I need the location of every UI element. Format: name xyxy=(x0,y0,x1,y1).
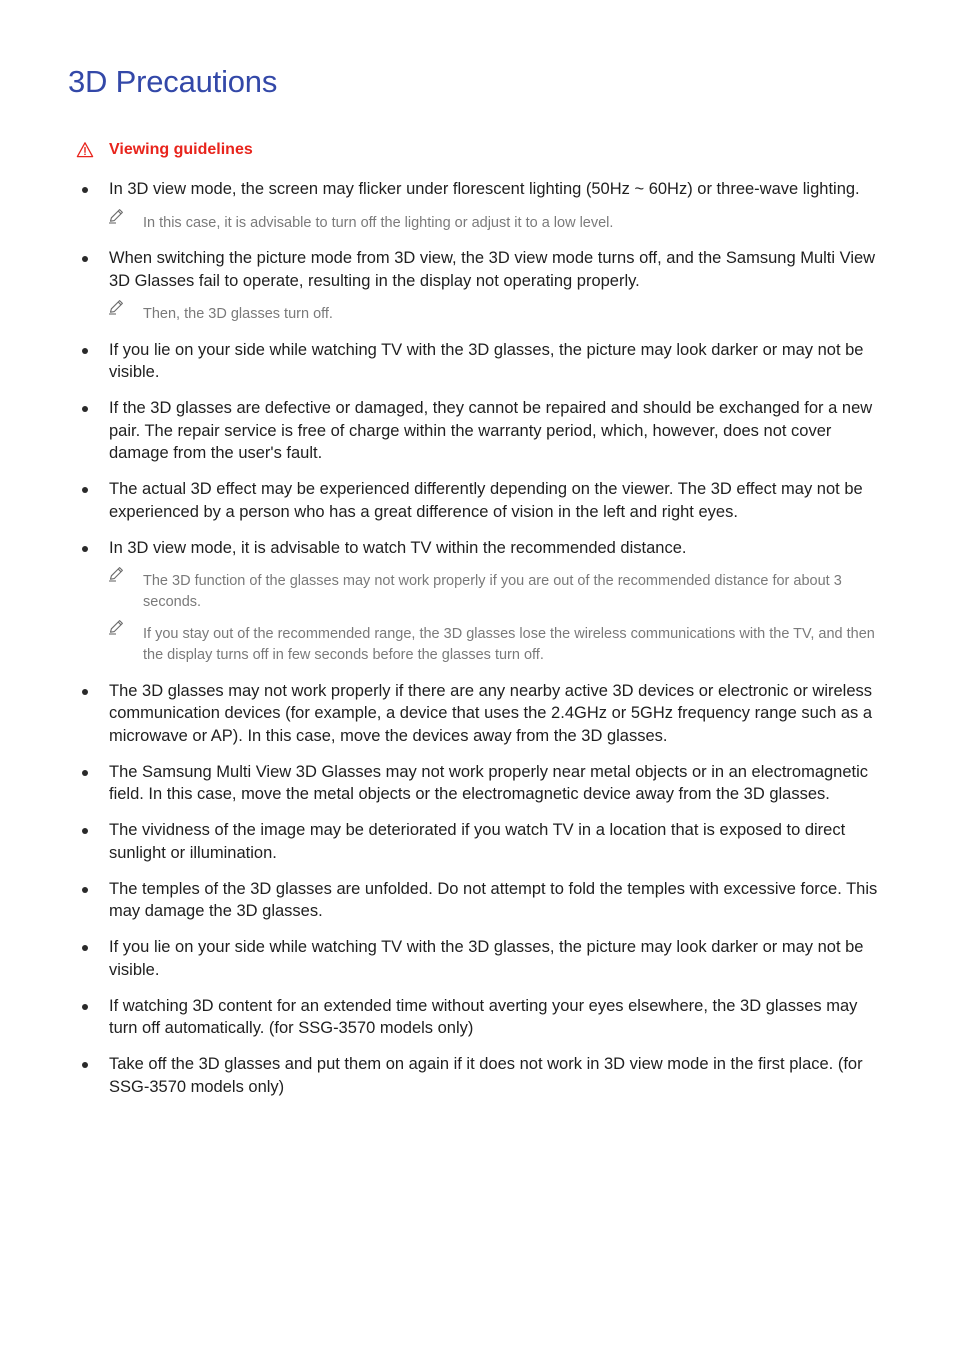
list-item xyxy=(0,819,954,864)
note xyxy=(0,213,954,234)
list-item xyxy=(0,995,954,1040)
bullet-icon xyxy=(82,546,88,552)
bullet-icon xyxy=(82,770,88,776)
note xyxy=(0,624,954,666)
bullet-icon xyxy=(82,945,88,951)
section-header xyxy=(76,139,253,161)
note xyxy=(0,571,954,613)
list-item xyxy=(0,397,954,465)
note-text: In this case, it is advisable to turn off the lighting or adjust it to a low level. xyxy=(143,214,614,231)
bullet-icon xyxy=(82,487,88,493)
warning-icon xyxy=(76,141,94,159)
bullet-icon xyxy=(82,1004,88,1010)
list-item-text: Take off the 3D glasses and put them on again if it does not work in 3D view mode in the first place. (for SSG-3570 models only) xyxy=(109,1055,863,1096)
guidelines-list xyxy=(0,178,954,1112)
pencil-icon xyxy=(107,565,125,583)
pencil-icon xyxy=(107,618,125,636)
list-item-text: The 3D glasses may not work properly if there are any nearby active 3D devices or electronic or wireless communication devices (for example, a device that uses the 2.4GHz or 5GHz frequency range such as a microwave or AP). In this case, move the devices away from the 3D glasses. xyxy=(109,681,873,745)
list-item xyxy=(0,537,954,667)
bullet-icon xyxy=(82,887,88,893)
list-item-text: The vividness of the image may be deteriorated if you watch TV in a location that is exposed to direct sunlight or illumination. xyxy=(109,821,846,862)
list-item xyxy=(0,1053,954,1098)
bullet-icon xyxy=(82,406,88,412)
section-label: Viewing guidelines xyxy=(109,141,253,158)
list-item-text: When switching the picture mode from 3D view, the 3D view mode turns off, and the Samsung Multi View 3D Glasses fail to operate, resulting in the display not operating properly. xyxy=(109,249,876,290)
pencil-icon xyxy=(107,207,125,225)
list-item-text: If you lie on your side while watching TV with the 3D glasses, the picture may look darker or may not be visible. xyxy=(109,340,864,381)
list-item-text: In 3D view mode, the screen may flicker under florescent lighting (50Hz ~ 60Hz) or three-wave lighting. xyxy=(109,180,860,198)
list-item-text: If the 3D glasses are defective or damaged, they cannot be repaired and should be exchanged for a new pair. The repair service is free of charge within the warranty period, which, however, does not cover damage from the user's fault. xyxy=(109,399,873,462)
list-item xyxy=(0,878,954,923)
bullet-icon xyxy=(82,187,88,193)
bullet-icon xyxy=(82,348,88,354)
list-item-text: The actual 3D effect may be experienced differently depending on the viewer. The 3D effect may not be experienced by a person who has a great difference of vision in the left and right eyes. xyxy=(109,480,863,521)
list-item-text: If watching 3D content for an extended time without averting your eyes elsewhere, the 3D glasses may turn off automatically. (for SSG-3570 models only) xyxy=(109,996,858,1037)
bullet-icon xyxy=(82,1062,88,1068)
note-text: If you stay out of the recommended range, the 3D glasses lose the wireless communications with the TV, and then the display turns off in few seconds before the glasses turn off. xyxy=(143,626,875,663)
bullet-icon xyxy=(82,689,88,695)
list-item-text: In 3D view mode, it is advisable to watch TV within the recommended distance. xyxy=(109,538,687,557)
page-title: 3D Precautions xyxy=(68,64,278,99)
list-item xyxy=(0,761,954,806)
list-item xyxy=(0,247,954,325)
list-item-text: If you lie on your side while watching TV with the 3D glasses, the picture may look darker or may not be visible. xyxy=(109,938,864,979)
list-item xyxy=(0,680,954,748)
pencil-icon xyxy=(107,298,125,316)
bullet-icon xyxy=(82,828,88,834)
bullet-icon xyxy=(82,256,88,262)
list-item xyxy=(0,339,954,384)
list-item xyxy=(0,936,954,981)
note-text: The 3D function of the glasses may not work properly if you are out of the recommended distance for about 3 seconds. xyxy=(143,573,842,610)
note-text: Then, the 3D glasses turn off. xyxy=(143,306,333,322)
note xyxy=(0,304,954,325)
list-item xyxy=(0,478,954,523)
list-item xyxy=(0,178,954,234)
list-item-text: The Samsung Multi View 3D Glasses may not work properly near metal objects or in an electromagnetic field. In this case, move the metal objects or the electromagnetic device away from the 3D glasses. xyxy=(109,762,869,803)
list-item-text: The temples of the 3D glasses are unfolded. Do not attempt to fold the temples with excessive force. This may damage the 3D glasses. xyxy=(109,879,878,920)
